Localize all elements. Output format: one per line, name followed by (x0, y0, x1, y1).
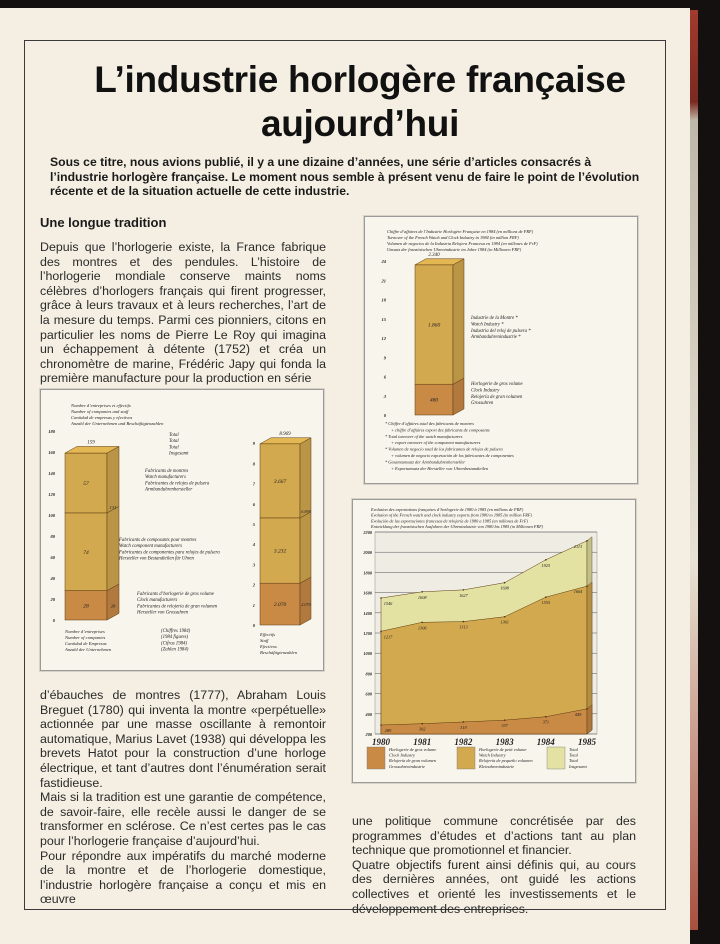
staff-bar-side-clock (300, 577, 311, 625)
legend-total-line: Total (169, 445, 179, 451)
companies-y-tick: 0 (52, 618, 55, 623)
chart-turnover (364, 216, 638, 484)
legend-label-total: Total (569, 752, 578, 758)
staff-bar-label-watch: 3.667 (273, 478, 287, 485)
value-label-clock: 337 (501, 723, 508, 729)
y-tick-label: 1000 (363, 651, 372, 657)
turnover-bar-label-clock: 480 (429, 397, 439, 404)
companies-y-tick: 40 (50, 576, 55, 581)
value-label-clock: 371 (542, 719, 550, 725)
turnover-y-tick: 12 (381, 336, 386, 341)
point-clock (380, 724, 382, 726)
turnover-y-tick: 24 (381, 259, 386, 264)
legend-total-line: Total (169, 433, 179, 438)
value-label-total: 1608 (417, 594, 427, 600)
point-clock (545, 716, 547, 718)
article-lead: Sous ce titre, nous avions publié, il y a une dizaine d’années, une série d’articles consacrés à l’industrie horlogère française. Le moment nous semble à présent venu de faire le point de l’évolution récente et de la situation actuelle de cette industrie. (50, 155, 640, 198)
staff-y-tick: 8 (252, 461, 255, 467)
paragraph: Depuis que l’horlogerie existe, la France fabrique des montres et des pendules. L’histoire de l’horlogerie mondiale conserve maints noms célèbres d’horlogers français qui firent progresser, grâce à leurs travaux et à leurs recherches, l’art de la mesure du temps. Parmi ces pionniers, citons en particulier les noms de Pierre Le Roy qui imagina un échappement à détente (1752) et créa un chronomètre de marine, Frédéric Japy qui fonda la première manufacture pour la production en série (40, 240, 326, 386)
y-tick-label: 600 (365, 691, 372, 697)
note-line: (Cifras 1984) (161, 641, 187, 647)
point-total (421, 591, 423, 593)
chart-title-line: Volumen de negocios de la Industria Relojera Francesa en 1984 (en millones de FrF) (387, 241, 538, 246)
staff-side-upper-label: 6.899 (301, 508, 311, 514)
turnover-total-label: 2.340 (428, 252, 440, 258)
footnote-line: * Chiffre d’affaires total des fabricants de montres (385, 421, 474, 426)
legend-label-total: Total (569, 747, 578, 752)
companies-y-tick: 140 (48, 471, 55, 476)
staff-xlabel: Staff (260, 638, 269, 643)
point-clock (586, 708, 588, 710)
point-total (586, 540, 588, 542)
chart-title-line: Evolution of the French watch and clock industry exports from 1980 to 1985 (in million FRF) (371, 512, 532, 518)
staff-y-tick: 6 (252, 501, 255, 507)
chart-turnover-svg (365, 217, 637, 483)
companies-xlabel: Anzahl der Unternehmen (65, 647, 112, 652)
legend-label-watch: Horlogerie de petit volume (479, 747, 527, 752)
companies-y-tick: 80 (50, 534, 55, 539)
companies-bar-label-components: 74 (83, 549, 89, 556)
y-tick-label: 1800 (363, 570, 372, 576)
turnover-y-tick: 0 (383, 413, 386, 418)
turnover-y-tick: 3 (383, 393, 386, 399)
legend-watch-line: Industrie de la Montre * (471, 316, 518, 321)
chart-title-line: Anzahl der Unternehmen und Beschäftigtenzahlen (71, 421, 164, 426)
page-edge (690, 10, 698, 930)
staff-y-tick: 5 (252, 522, 255, 527)
companies-y-tick: 100 (48, 513, 55, 518)
value-label-clock: 449 (574, 711, 582, 717)
companies-bar-label-clock: 28 (83, 603, 89, 610)
legend-label-clock: Horlogerie de gros volume (389, 747, 437, 752)
legend-total-line: Insgesamt (169, 451, 189, 457)
companies-y-tick: 160 (48, 450, 55, 455)
x-tick-label: 1981 (413, 737, 432, 747)
staff-bar-label-components: 3.232 (273, 548, 287, 555)
area-side-clock (587, 705, 592, 734)
point-watch (586, 585, 588, 587)
chart-exports (352, 499, 636, 783)
staff-xlabel: Effectifs (260, 632, 276, 637)
staff-y-tick: 3 (252, 562, 255, 568)
turnover-y-tick: 6 (383, 374, 386, 380)
point-clock (504, 719, 506, 721)
value-label-clock: 319 (460, 724, 467, 730)
point-watch (504, 616, 506, 618)
chart-title-line: Evolution des exportations françaises d’horlogerie de 1980 à 1985 (en millions de FRF) (371, 507, 524, 512)
chart-title-line: Evolución de las exportaciones francesas de relojería de 1980 a 1985 (en millones de FrF) (371, 518, 528, 524)
value-label-total: 1546 (383, 601, 393, 607)
point-total (504, 582, 506, 584)
legend-watch-line: Armbanduhrenindustrie * (471, 335, 521, 341)
legend-clock-line: Hersteller von Grossuhren (137, 610, 189, 616)
article-title (40, 58, 680, 146)
value-label-total: 1627 (459, 592, 468, 598)
x-tick-label: 1983 (495, 737, 514, 747)
x-tick-label: 1982 (454, 737, 473, 747)
point-watch (380, 630, 382, 632)
paragraph: Pour répondre aux impératifs du marché moderne de la montre et de l’horlogerie domestique, l’industrie horlogère française a conçu et mis en œuvre (40, 848, 326, 907)
staff-xlabel: Efectivos (260, 644, 277, 649)
chart-title-line: Entwicklung der französischen Ausfuhren der Uhrenindustrie von 1980 bis 1985 (in Millionen FRF) (371, 524, 544, 530)
legend-total-line: Total (169, 439, 179, 445)
footnote-line: * Volumen de negocio total de los fabricantes de relojes de pulsera (385, 446, 503, 452)
legend-swatch-clock (367, 747, 385, 769)
point-clock (421, 723, 423, 725)
note-line: (Zahlen 1984) (161, 647, 189, 653)
footnote-line: * Total turnover of the watch manufacturers (385, 433, 463, 439)
staff-y-tick: 0 (252, 623, 255, 628)
staff-y-tick: 4 (252, 542, 255, 548)
chart-title-line: Number of companies and staff (71, 409, 129, 414)
legend-label-clock: Relojería de gran volumen (389, 758, 436, 764)
companies-bar-side-components (107, 506, 119, 590)
y-tick-label: 1400 (363, 610, 372, 616)
turnover-bar-side-clock (453, 378, 464, 415)
legend-watch-line: Watch manufacturers (145, 475, 186, 481)
legend-watch-line: Fabricantes de relojes de pulsera (145, 481, 210, 487)
companies-y-tick: 60 (50, 555, 55, 560)
legend-label-watch: Kleinuhrenindustrie (479, 763, 515, 769)
value-label-watch: 1306 (417, 625, 427, 631)
companies-bar-side-watch (107, 446, 119, 512)
legend-clock-line: Fabricants d’horlogerie de gros volume (137, 592, 214, 597)
legend-components-line: Fabricantes de componentes para relojes de pulsera (119, 550, 220, 556)
chart-title-line: Cantidad de empresas y efectivos (71, 415, 133, 420)
legend-watch-line: Armbanduhrenhersteller (145, 487, 193, 493)
chart-title-line: Umsatz der französischen Uhrenindustrie im Jahre 1984 (in Millionen FRF) (387, 247, 522, 252)
y-tick-label: 800 (365, 671, 372, 677)
footnote-line: * Gesamtumsatz der Armbanduhrenhersteller (385, 459, 466, 465)
turnover-y-tick: 21 (381, 278, 386, 284)
legend-swatch-watch (457, 747, 475, 769)
value-label-watch: 1664 (573, 589, 583, 595)
turnover-y-tick: 15 (381, 316, 386, 322)
chart-title-line: Turnover of the French Watch and Clock Industry in 1984 (in million FRF) (387, 235, 519, 240)
staff-y-tick: 9 (252, 441, 255, 447)
x-tick-label: 1984 (536, 737, 555, 747)
value-label-watch: 1217 (383, 634, 393, 640)
staff-y-tick: 2 (252, 582, 255, 588)
legend-label-total: Total (569, 758, 578, 764)
staff-y-tick: 7 (252, 481, 255, 487)
legend-label-watch: Watch Industry (479, 752, 506, 758)
y-tick-label: 200 (365, 732, 372, 737)
companies-xlabel: Cantidad de Empresas (65, 641, 107, 646)
companies-xlabel: Nombre d’entreprises (65, 629, 105, 634)
value-label-clock: 289 (384, 728, 392, 734)
chart-companies-staff (40, 389, 324, 671)
legend-clock-line: Fabricantes de relojería de gran volumen (137, 604, 218, 610)
y-tick-label: 400 (365, 711, 372, 717)
staff-y-tick: 1 (252, 602, 255, 608)
body-column-2 (352, 814, 636, 916)
point-watch (463, 621, 465, 623)
y-tick-label: 2000 (363, 550, 372, 556)
legend-watch-line: Industria del reloj de pulsera * (471, 328, 531, 334)
value-label-watch: 1361 (500, 619, 509, 625)
legend-label-clock: Grossuhrenindustrie (389, 763, 426, 769)
companies-y-tick: 20 (50, 597, 55, 602)
footnote-line: + chiffre d’affaires export des fabricants de composants (391, 427, 490, 433)
footnote-line: + export turnover of the component manufacturers (391, 440, 481, 446)
legend-clock-line: Relojería de gran volumen (471, 394, 523, 400)
note-line: (1984 figures) (161, 635, 189, 641)
section-heading: Une longue tradition (40, 215, 167, 230)
turnover-bar-side-watch (453, 259, 464, 384)
legend-components-line: Hersteller von Bestandteilen für Uhren (119, 556, 194, 562)
paragraph: Mais si la tradition est une garantie de compétence, de savoir-faire, elle recèle aussi le danger de se transformer en sclérose. Ce n’est certes pas le cas pour l’horlogerie française d’aujourd’hui. (40, 790, 326, 848)
chart-exports-svg (353, 500, 635, 782)
legend-label-clock: Clock Industry (389, 752, 415, 758)
value-label-total: 2113 (573, 543, 583, 549)
legend-clock-line: Clock manufacturers (137, 598, 178, 604)
companies-y-tick: 180 (48, 429, 55, 434)
point-clock (463, 721, 465, 723)
footnote-line: + Exportumsatz der Hersteller von Uhrenbestandteilen (391, 465, 489, 471)
staff-bar-side-watch (300, 438, 311, 518)
legend-swatch-total (547, 747, 565, 769)
legend-clock-line: Grossuhren (471, 401, 494, 407)
x-tick-label: 1980 (372, 737, 390, 747)
point-total (463, 589, 465, 591)
legend-clock-line: Clock Industry (471, 388, 500, 394)
note-line: (Chiffres 1984) (161, 629, 191, 634)
legend-label-total: Insgesamt (569, 763, 587, 769)
legend-label-watch: Relojería de pequeño volumen (479, 758, 533, 764)
chart-companies-staff-svg (41, 390, 323, 670)
staff-bar-side-components (300, 512, 311, 583)
point-watch (545, 596, 547, 598)
y-tick-label: 2200 (363, 530, 372, 535)
paragraph: d’ébauches de montres (1777), Abraham Louis Breguet (1780) qui inventa la montre «perpétuelle» actionnée par une masse oscillante à remontoir automatique, Marius Lavet (1938) qui développa les brevets Hatot pour la construction d’une horloge électrique, et tant d’autres dont l’énumération serait fastidieuse. (40, 688, 326, 790)
turnover-y-tick: 9 (383, 355, 386, 361)
companies-bar-label-watch: 57 (83, 480, 89, 487)
y-tick-label: 1600 (363, 590, 372, 596)
point-total (380, 597, 382, 599)
value-label-watch: 1313 (459, 624, 468, 630)
legend-watch-line: Watch Industry * (471, 322, 504, 328)
turnover-y-tick: 18 (381, 297, 386, 303)
point-watch (421, 621, 423, 623)
chart-title-line: Chiffre d’affaires de l’Industrie Horlogère Française en 1984 (en millions de FRF) (387, 229, 534, 234)
staff-xlabel: Beschäftigtenzahlen (260, 650, 297, 655)
turnover-bar-label-watch: 1.860 (427, 322, 441, 329)
paragraph: Quatre objectifs furent ainsi définis qui, au cours des dernières années, ont guidé les actions collectives et orienté les investissements et le développement des entreprises. (352, 857, 636, 916)
y-tick-label: 1200 (363, 631, 372, 636)
companies-side-upper-label: 131 (109, 504, 117, 510)
body-column-1-bottom (40, 688, 326, 907)
legend-watch-line: Fabricants de montres (145, 469, 189, 474)
value-label-watch: 1555 (541, 600, 551, 606)
title-line-2: aujourd’hui (260, 103, 460, 144)
staff-total-label: 8.969 (279, 431, 291, 437)
staff-side-lower-label: 2.070 (301, 602, 311, 608)
legend-components-line: Fabricants de composants pour montres (119, 538, 197, 543)
value-label-total: 1698 (500, 585, 509, 591)
footnote-line: + volumen de negocio exportación de los fabricantes de componentes (391, 453, 514, 458)
value-label-clock: 302 (418, 726, 426, 732)
legend-clock-line: Horlogerie de gros volume (471, 382, 523, 387)
chart-title-line: Nombre d’entreprises et effectifs (71, 403, 131, 408)
body-column-1-top (40, 240, 326, 386)
legend-components-line: Watch component manufacturers (119, 544, 183, 550)
point-total (545, 559, 547, 561)
paragraph: une politique commune concrétisée par des programmes d’études et d’actions tant au plan technique que promotionnel et financier. (352, 814, 636, 858)
value-label-total: 1925 (541, 562, 551, 568)
companies-total-label: 159 (87, 440, 95, 446)
companies-xlabel: Number of companies (65, 635, 106, 640)
title-line-1: L’industrie horlogère française (94, 59, 626, 100)
companies-y-tick: 120 (48, 492, 55, 497)
x-tick-label: 1985 (578, 737, 596, 747)
staff-bar-label-clock: 2.070 (273, 602, 287, 609)
companies-side-lower-label: 28 (110, 603, 116, 609)
